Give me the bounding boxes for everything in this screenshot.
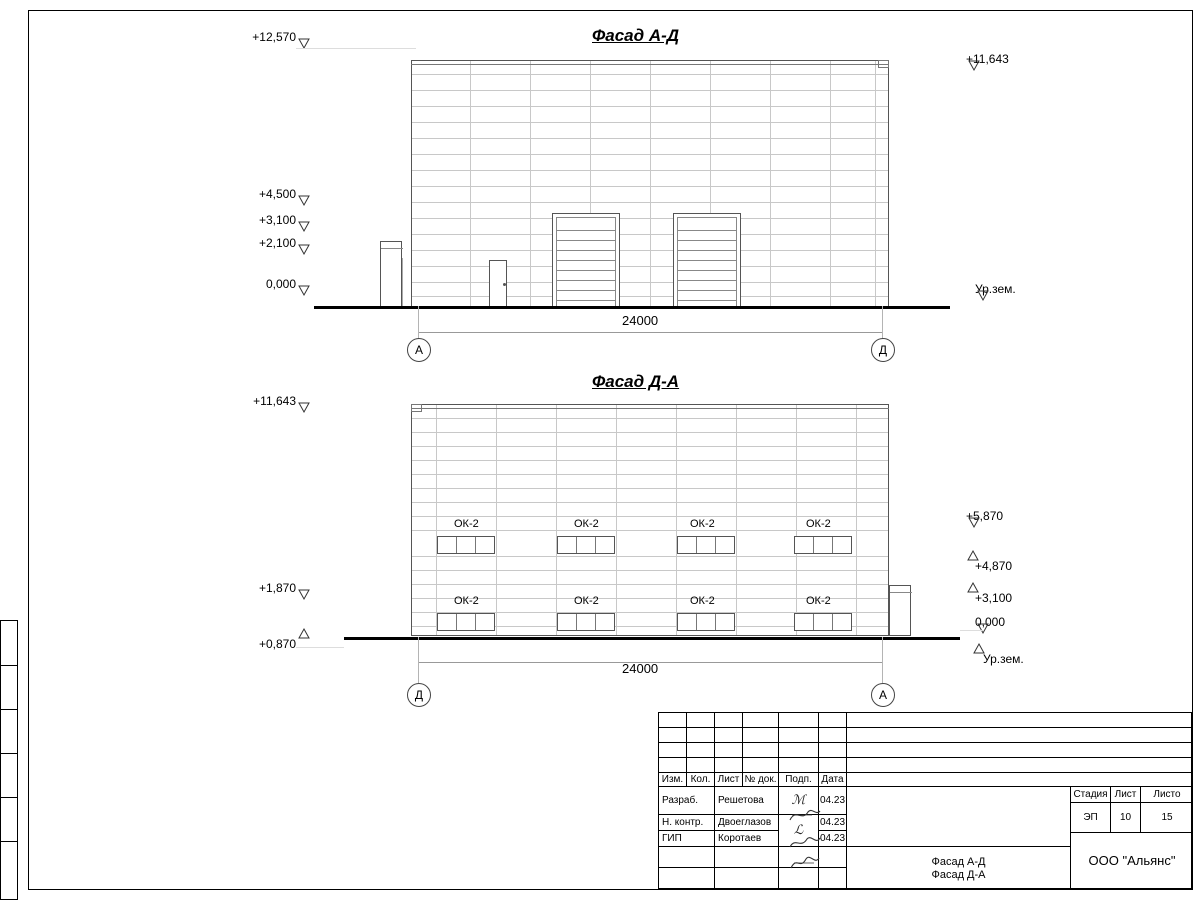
facade-top-dimension: 24000 — [622, 313, 659, 328]
stamp-sheets-value: 15 — [1141, 803, 1193, 833]
level-mark-bottom-right-1: +5,870 — [966, 509, 1042, 523]
stamp-stage-value: ЭП — [1071, 803, 1111, 833]
level-mark-top-right-1: +11,643 — [966, 52, 1036, 66]
window-ok2-r1-c1 — [437, 536, 495, 554]
level-mark-bottom-right-3: +3,100 — [975, 591, 1051, 605]
signature-scribble-3 — [788, 852, 822, 876]
level-mark-top-left-1: +12,570 — [230, 30, 296, 44]
stamp-name-2: Двоеглазов — [715, 815, 779, 831]
stamp-header-list: Лист — [715, 773, 743, 787]
axis-marker-d-bottom: Д — [407, 683, 431, 707]
signature-scribble-1 — [788, 806, 822, 828]
stamp-name-3: Коротаев — [715, 831, 779, 847]
stamp-date-1: 04.23 — [819, 787, 847, 815]
level-mark-top-left-2: +4,500 — [230, 187, 296, 201]
sheet-border-left — [28, 10, 29, 890]
window-ok2-r2-c1 — [437, 613, 495, 631]
window-label-r1-c4: ОК-2 — [806, 518, 831, 530]
axis-marker-d-top: Д — [871, 338, 895, 362]
level-mark-bottom-left-1: +11,643 — [230, 394, 296, 408]
stamp-header-izm: Изм. — [659, 773, 687, 787]
window-ok2-r1-c3 — [677, 536, 735, 554]
facade-top-dim-line — [418, 332, 882, 333]
stamp-header-podp: Подп. — [779, 773, 819, 787]
stamp-sheets-label: Листо — [1141, 787, 1193, 803]
window-ok2-r2-c2 — [557, 613, 615, 631]
window-label-r1-c2: ОК-2 — [574, 518, 599, 530]
window-label-r1-c1: ОК-2 — [454, 518, 479, 530]
stamp-role-3: ГИП — [659, 831, 715, 847]
facade-top-annex — [380, 241, 402, 308]
axis-marker-a-bottom: А — [871, 683, 895, 707]
facade-bottom-annex — [889, 585, 911, 636]
stamp-sheet-name — [847, 847, 1071, 890]
level-mark-top-left-5: 0,000 — [230, 277, 296, 291]
stamp-company: ООО "Альянс" — [1088, 853, 1176, 869]
stamp-role-1: Разраб. — [659, 787, 715, 815]
stamp-sheet-name-line1: Фасад А-Д — [931, 856, 986, 869]
title-block — [658, 712, 1192, 889]
level-mark-top-right-2: Ур.зем. — [975, 282, 1045, 296]
facade-bottom-dimension: 24000 — [622, 661, 659, 676]
level-mark-bottom-left-2: +1,870 — [230, 581, 296, 595]
window-label-r2-c4: ОК-2 — [806, 595, 831, 607]
level-mark-bottom-right-2: +4,870 — [975, 559, 1051, 573]
stamp-date-3: 04.23 — [819, 831, 847, 847]
sheet-border-top — [28, 10, 1193, 11]
level-mark-top-left-4: +2,100 — [230, 236, 296, 250]
stamp-header-kol: Кол. — [687, 773, 715, 787]
facade-bottom-ground-line — [344, 637, 960, 640]
stamp-sheet-name-line2: Фасад Д-А — [931, 868, 986, 881]
facade-top-door — [489, 260, 507, 308]
stamp-stage-label: Стадия — [1071, 787, 1111, 803]
window-ok2-r2-c4 — [794, 613, 852, 631]
window-ok2-r2-c3 — [677, 613, 735, 631]
window-label-r1-c3: ОК-2 — [690, 518, 715, 530]
stamp-date-2: 04.23 — [819, 815, 847, 831]
stamp-sheet-value: 10 — [1111, 803, 1141, 833]
left-margin-strip — [0, 620, 18, 900]
window-ok2-r1-c2 — [557, 536, 615, 554]
level-mark-top-left-3: +3,100 — [230, 213, 296, 227]
window-label-r2-c1: ОК-2 — [454, 595, 479, 607]
stamp-header-ndok: № док. — [743, 773, 779, 787]
stamp-sheet-label: Лист — [1111, 787, 1141, 803]
facade-top-title: Фасад А-Д — [592, 26, 680, 45]
facade-top-gate-1 — [552, 213, 620, 308]
stamp-signature-1: ℳ — [779, 787, 819, 815]
stamp-name-1: Решетова — [715, 787, 779, 815]
facade-bottom-title: Фасад Д-А — [592, 372, 680, 391]
stamp-header-data: Дата — [819, 773, 847, 787]
facade-top-gate-2 — [673, 213, 741, 308]
window-ok2-r1-c4 — [794, 536, 852, 554]
facade-top-ground-line — [314, 306, 950, 309]
window-label-r2-c3: ОК-2 — [690, 595, 715, 607]
level-mark-bottom-left-3: +0,870 — [230, 637, 296, 651]
stamp-role-2: Н. контр. — [659, 815, 715, 831]
stamp-signature-2: ℒ — [779, 815, 819, 847]
window-label-r2-c2: ОК-2 — [574, 595, 599, 607]
level-mark-bottom-right-5: Ур.зем. — [983, 652, 1059, 666]
axis-marker-a-top: А — [407, 338, 431, 362]
level-mark-bottom-right-4: 0,000 — [975, 615, 1051, 629]
